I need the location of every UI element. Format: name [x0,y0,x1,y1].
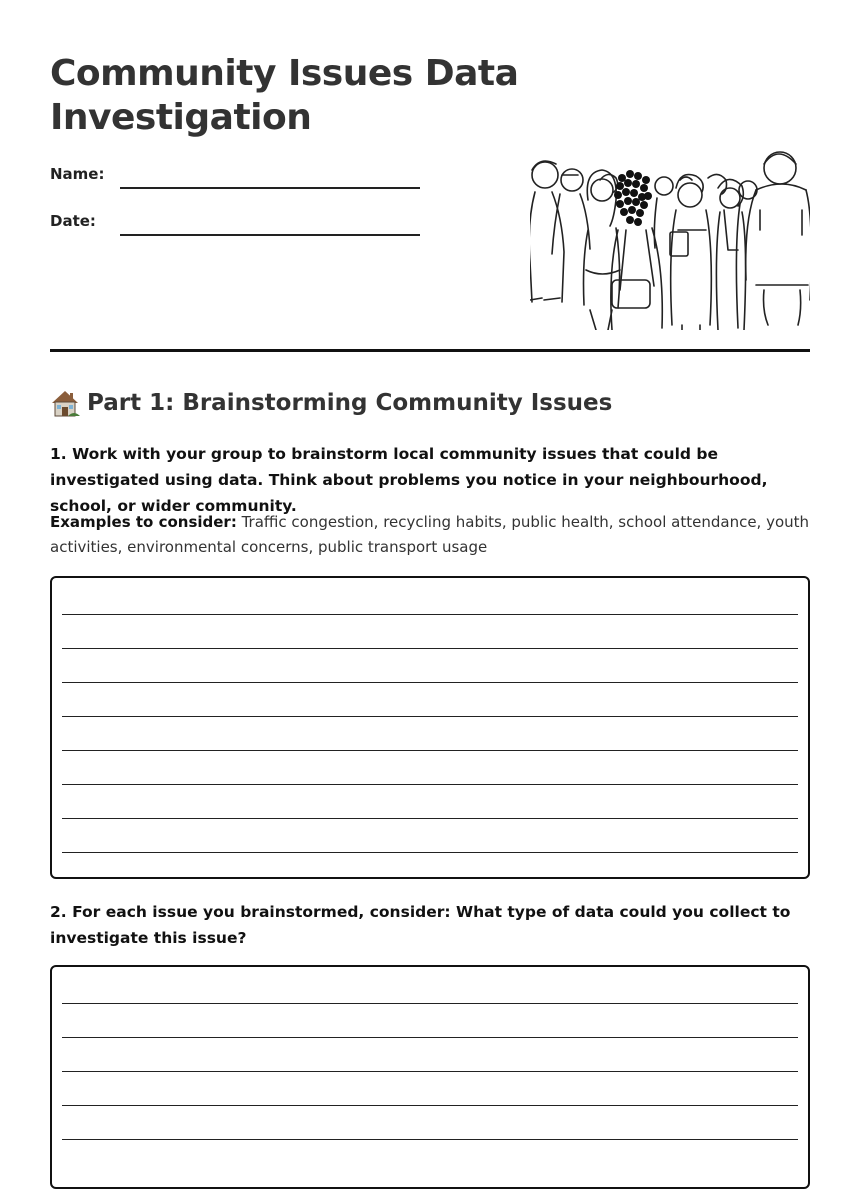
answer-box-2[interactable] [50,965,810,1189]
answer-line[interactable] [62,614,798,615]
examples-label: Examples to consider: [50,513,237,531]
answer-line[interactable] [62,648,798,649]
answer-line[interactable] [62,1139,798,1140]
answer-line[interactable] [62,852,798,853]
answer-box-1[interactable] [50,576,810,879]
question-1: 1. Work with your group to brainstorm local community issues that could be investigated using data. Think about problems you notice in your neighbourhood, school, or wider community. [50,445,768,515]
question-2: 2. For each issue you brainstormed, consider: What type of data could you collect to investigate this issue? [50,903,791,947]
house-icon [50,388,80,418]
answer-line[interactable] [62,1003,798,1004]
part1-heading [50,388,612,418]
answer-line[interactable] [62,1105,798,1106]
name-write-line[interactable] [120,187,420,189]
answer-line[interactable] [62,716,798,717]
answer-line[interactable] [62,1071,798,1072]
examples-list: Traffic congestion, recycling habits, public health, school attendance, youth activities, environmental concerns, public transport usage [50,513,810,556]
name-label: Name: [50,165,105,183]
answer-line[interactable] [62,818,798,819]
examples-text [50,510,812,560]
answer-line[interactable] [62,750,798,751]
header-divider [50,349,810,352]
date-write-line[interactable] [120,234,420,236]
answer-line[interactable] [62,1037,798,1038]
date-label: Date: [50,212,96,230]
page-title: Community Issues Data Investigation [50,53,519,138]
answer-line[interactable] [62,784,798,785]
crowd-of-people-illustration [530,150,810,330]
part1-heading-text: Part 1: Brainstorming Community Issues [87,390,613,416]
answer-line[interactable] [62,682,798,683]
